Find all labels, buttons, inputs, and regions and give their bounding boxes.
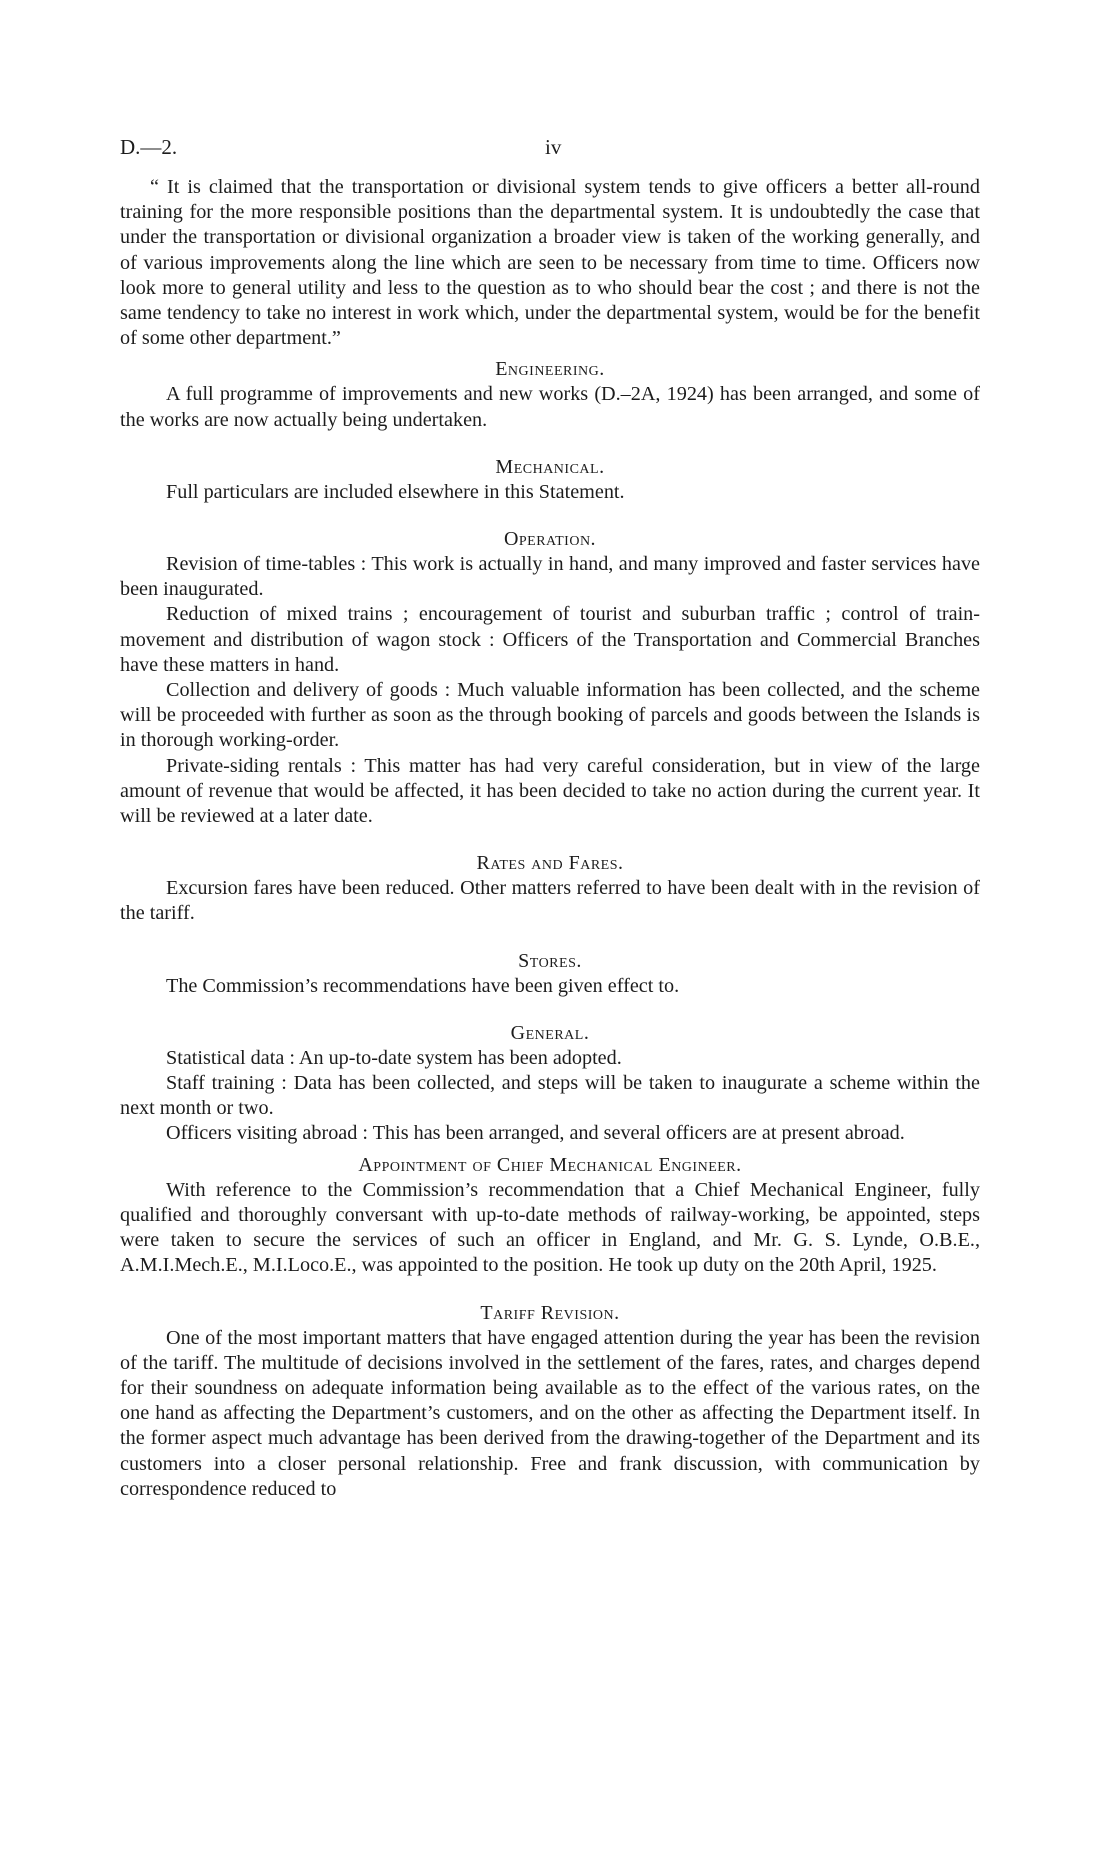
paragraph: Officers visiting abroad : This has been arranged, and several officers are at present abroad. bbox=[166, 1122, 905, 1145]
section-heading-rates-and-fares: Rates and Fares. bbox=[476, 852, 624, 875]
paragraph: Collection and delivery of goods : Much valuable information has been collected, and the scheme will be proceeded with further as soon as the through booking of parcels and goods between the Islands is in thorough working-order. bbox=[120, 679, 980, 752]
section-heading-appointment: Appointment of Chief Mechanical Engineer. bbox=[358, 1153, 742, 1176]
section-heading-operation: Operation. bbox=[503, 528, 597, 551]
paragraph: Reduction of mixed trains ; encouragement of tourist and suburban traffic ; control of train-movement and distribution of wagon stock : Officers of the Transportation and Commercial Branches have these matters in hand. bbox=[120, 603, 980, 676]
paragraph: One of the most important matters that have engaged attention during the year has been the revision of the tariff. The multitude of decisions involved in the settlement of the fares, rates, and charges depend for their soundness on adequate information being available as to the effect of the various rates, on the one hand as affecting the Department’s customers, and on the other as affecting the Department itself. In the former aspect much advantage has been derived from the drawing-together of the Department and its customers into a closer personal relationship. Free and frank discussion, with communication by correspondence reduced to bbox=[120, 1326, 980, 1500]
paragraph: Staff training : Data has been collected, and steps will be taken to inaugurate a scheme within the next month or two. bbox=[120, 1072, 980, 1120]
paragraph: Revision of time-tables : This work is actually in hand, and many improved and faster services have been inaugurated. bbox=[120, 553, 980, 601]
page-number: iv bbox=[545, 135, 562, 159]
paragraph: The Commission’s recommendations have been given effect to. bbox=[166, 974, 680, 997]
section-heading-general: General. bbox=[510, 1021, 590, 1044]
document-page bbox=[120, 135, 980, 1502]
section-heading-engineering: Engineering. bbox=[495, 358, 605, 381]
paragraph: Full particulars are included elsewhere in this Statement. bbox=[166, 480, 625, 503]
section-heading-mechanical: Mechanical. bbox=[495, 455, 605, 478]
paragraph: A full programme of improvements and new works (D.–2A, 1924) has been arranged, and some of the works are now actually being undertaken. bbox=[120, 383, 980, 431]
section-heading-stores: Stores. bbox=[518, 949, 582, 972]
paragraph: Statistical data : An up-to-date system has been adopted. bbox=[166, 1046, 622, 1069]
document-reference: D.—2. bbox=[120, 135, 178, 159]
paragraph: Excursion fares have been reduced. Other matters referred to have been dealt with in the revision of the tariff. bbox=[120, 877, 980, 925]
paragraph: With reference to the Commission’s recommendation that a Chief Mechanical Engineer, fully qualified and thoroughly conversant with up-to-date methods of railway-working, be appointed, steps were taken to secure the services of such an officer in England, and Mr. G. S. Lynde, O.B.E., A.M.I.Mech.E., M.I.Loco.E., was appointed to the position. He took up duty on the 20th April, 1925. bbox=[120, 1178, 980, 1277]
quoted-paragraph: “ It is claimed that the transportation or divisional system tends to give officers a better all-round training for the more responsible positions than the departmental system. It is undoubtedly the case that under the transportation or divisional organization a broader view is taken of the working generally, and of various improvements along the line which are seen to be necessary from time to time. Officers now look more to general utility and less to the question as to who should bear the cost ; and there is not the same tendency to take no interest in work which, under the departmental system, would be for the benefit of some other department.” bbox=[120, 176, 980, 350]
section-heading-tariff-revision: Tariff Revision. bbox=[480, 1301, 620, 1324]
page-header bbox=[120, 135, 980, 175]
paragraph: Private-siding rentals : This matter has had very careful consideration, but in view of the large amount of revenue that would be affected, it has been decided to take no action during the current year. It will be reviewed at a later date. bbox=[120, 754, 980, 828]
